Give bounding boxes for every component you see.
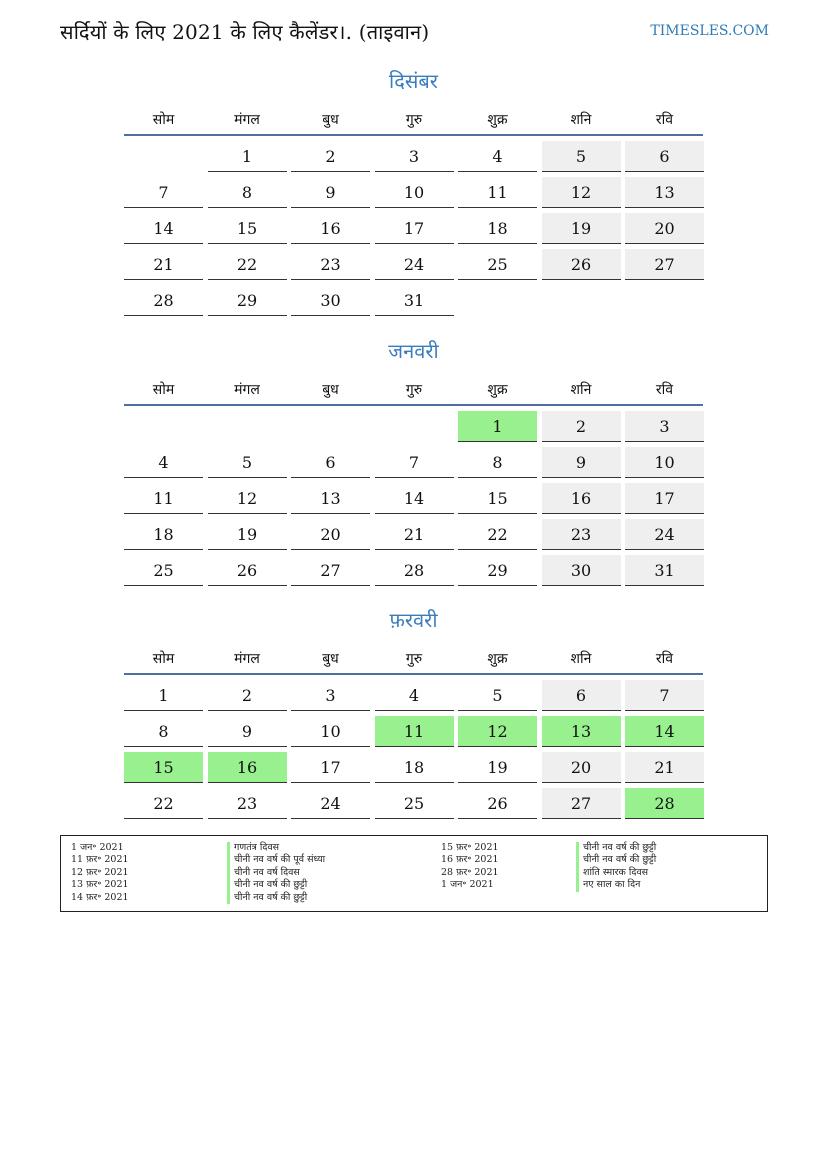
day-cell: 15 xyxy=(208,213,287,244)
month-january xyxy=(124,336,703,586)
weekday-label: रवि xyxy=(655,382,674,398)
day-cell: 7 xyxy=(375,447,454,478)
legend-dates-right xyxy=(441,842,499,892)
day-cell: 1 xyxy=(458,411,537,442)
month-december xyxy=(124,66,703,316)
day-cell: 16 xyxy=(542,483,621,514)
weekday-label: शनि xyxy=(570,382,592,398)
legend-holiday-name: चीनी नव वर्ष की छुट्टी xyxy=(227,879,325,891)
weekday-label: शनि xyxy=(570,112,592,128)
legend-holiday-name: चीनी नव वर्ष की पूर्व संध्या xyxy=(227,854,325,866)
day-cell: 18 xyxy=(375,752,454,783)
day-cell: 8 xyxy=(458,447,537,478)
header-rule xyxy=(124,673,703,675)
weekday-label: सोम xyxy=(152,382,175,398)
day-cell: 26 xyxy=(458,788,537,819)
day-cell: 11 xyxy=(375,716,454,747)
day-cell: 9 xyxy=(542,447,621,478)
legend-date: 11 फ़र॰ 2021 xyxy=(71,854,129,866)
weekday-header xyxy=(124,106,703,134)
legend-names-right xyxy=(576,842,656,892)
day-cell: 15 xyxy=(458,483,537,514)
legend-date: 14 फ़र॰ 2021 xyxy=(71,891,129,903)
weekday-label: मंगल xyxy=(234,112,260,128)
day-cell: 26 xyxy=(208,555,287,586)
day-cell: 5 xyxy=(208,447,287,478)
header-rule xyxy=(124,134,703,136)
day-cell: 17 xyxy=(375,213,454,244)
day-cell: 4 xyxy=(458,141,537,172)
legend-dates-left xyxy=(71,842,129,904)
day-cell: 12 xyxy=(208,483,287,514)
holiday-legend xyxy=(60,835,768,912)
day-cell: 12 xyxy=(542,177,621,208)
day-cell: 5 xyxy=(542,141,621,172)
day-grid xyxy=(124,680,703,819)
day-cell: 3 xyxy=(291,680,370,711)
day-cell: 8 xyxy=(124,716,203,747)
legend-date: 15 फ़र॰ 2021 xyxy=(441,842,499,853)
day-cell: 30 xyxy=(542,555,621,586)
day-cell: 24 xyxy=(291,788,370,819)
weekday-header xyxy=(124,376,703,404)
day-cell: 13 xyxy=(625,177,704,208)
day-cell: 5 xyxy=(458,680,537,711)
day-cell: 16 xyxy=(291,213,370,244)
day-cell: 10 xyxy=(291,716,370,747)
day-cell: 14 xyxy=(625,716,704,747)
empty-cell xyxy=(291,411,370,441)
day-cell: 26 xyxy=(542,249,621,280)
day-cell: 21 xyxy=(124,249,203,280)
day-cell: 14 xyxy=(124,213,203,244)
day-grid xyxy=(124,411,703,586)
legend-date: 28 फ़र॰ 2021 xyxy=(441,866,499,878)
legend-names-left xyxy=(227,842,325,904)
legend-holiday-name: शांति स्मारक दिवस xyxy=(576,867,656,879)
day-cell: 3 xyxy=(625,411,704,442)
day-cell: 8 xyxy=(208,177,287,208)
empty-cell xyxy=(124,141,203,171)
day-cell: 20 xyxy=(291,519,370,550)
day-cell: 10 xyxy=(625,447,704,478)
legend-date: 1 जन॰ 2021 xyxy=(441,879,494,891)
day-cell: 11 xyxy=(458,177,537,208)
weekday-label: गुरु xyxy=(405,112,423,128)
weekday-label: शनि xyxy=(570,651,592,667)
legend-date: 16 फ़र॰ 2021 xyxy=(441,854,499,866)
day-cell: 15 xyxy=(124,752,203,783)
day-cell: 20 xyxy=(542,752,621,783)
day-cell: 31 xyxy=(375,285,454,316)
weekday-label: शुक्र xyxy=(487,382,508,398)
day-cell: 1 xyxy=(124,680,203,711)
day-cell: 9 xyxy=(291,177,370,208)
empty-cell xyxy=(375,411,454,441)
day-cell: 7 xyxy=(625,680,704,711)
day-cell: 22 xyxy=(124,788,203,819)
day-cell: 30 xyxy=(291,285,370,316)
day-cell: 28 xyxy=(124,285,203,316)
legend-holiday-name: गणतंत्र दिवस xyxy=(227,842,325,854)
weekday-label: सोम xyxy=(152,112,175,128)
day-cell: 18 xyxy=(124,519,203,550)
legend-holiday-name: नए साल का दिन xyxy=(576,879,656,891)
weekday-label: रवि xyxy=(655,112,674,128)
day-cell: 16 xyxy=(208,752,287,783)
page-title: सर्दियों के लिए 2021 के लिए कैलेंडर।. (ताइवान) xyxy=(60,20,430,44)
day-cell: 25 xyxy=(124,555,203,586)
day-cell: 11 xyxy=(124,483,203,514)
day-cell: 2 xyxy=(208,680,287,711)
weekday-label: गुरु xyxy=(405,651,423,667)
day-cell: 28 xyxy=(625,788,704,819)
month-name: दिसंबर xyxy=(389,69,438,93)
weekday-label: बुध xyxy=(322,112,339,128)
day-cell: 13 xyxy=(542,716,621,747)
day-cell: 28 xyxy=(375,555,454,586)
weekday-label: शुक्र xyxy=(487,651,508,667)
day-cell: 27 xyxy=(625,249,704,280)
day-cell: 23 xyxy=(542,519,621,550)
weekday-label: बुध xyxy=(322,651,339,667)
day-cell: 24 xyxy=(625,519,704,550)
day-cell: 23 xyxy=(208,788,287,819)
day-cell: 14 xyxy=(375,483,454,514)
legend-holiday-name: चीनी नव वर्ष दिवस xyxy=(227,867,325,879)
day-cell: 6 xyxy=(625,141,704,172)
site-link[interactable]: TIMESLES.COM xyxy=(650,23,769,39)
day-cell: 31 xyxy=(625,555,704,586)
day-cell: 9 xyxy=(208,716,287,747)
day-cell: 1 xyxy=(208,141,287,172)
weekday-label: रवि xyxy=(655,651,674,667)
day-cell: 20 xyxy=(625,213,704,244)
legend-holiday-name: चीनी नव वर्ष की छुट्टी xyxy=(576,842,656,854)
day-cell: 10 xyxy=(375,177,454,208)
day-cell: 27 xyxy=(291,555,370,586)
day-cell: 29 xyxy=(458,555,537,586)
day-cell: 3 xyxy=(375,141,454,172)
weekday-label: शुक्र xyxy=(487,112,508,128)
legend-holiday-name: चीनी नव वर्ष की छुट्टी xyxy=(227,892,325,904)
day-cell: 21 xyxy=(375,519,454,550)
day-cell: 12 xyxy=(458,716,537,747)
day-cell: 22 xyxy=(458,519,537,550)
weekday-label: सोम xyxy=(152,651,175,667)
month-february xyxy=(124,605,703,819)
legend-date: 12 फ़र॰ 2021 xyxy=(71,866,129,878)
day-cell: 6 xyxy=(291,447,370,478)
day-cell: 6 xyxy=(542,680,621,711)
day-cell: 17 xyxy=(625,483,704,514)
weekday-label: मंगल xyxy=(234,651,260,667)
day-cell: 22 xyxy=(208,249,287,280)
weekday-label: मंगल xyxy=(234,382,260,398)
day-cell: 13 xyxy=(291,483,370,514)
day-cell: 21 xyxy=(625,752,704,783)
month-name: फ़रवरी xyxy=(389,608,438,632)
day-cell: 25 xyxy=(458,249,537,280)
day-cell: 27 xyxy=(542,788,621,819)
weekday-label: गुरु xyxy=(405,382,423,398)
legend-date: 1 जन॰ 2021 xyxy=(71,842,124,853)
legend-date: 13 फ़र॰ 2021 xyxy=(71,879,129,891)
day-cell: 7 xyxy=(124,177,203,208)
day-cell: 4 xyxy=(375,680,454,711)
empty-cell xyxy=(208,411,287,441)
day-cell: 4 xyxy=(124,447,203,478)
day-cell: 23 xyxy=(291,249,370,280)
weekday-label: बुध xyxy=(322,382,339,398)
day-cell: 19 xyxy=(208,519,287,550)
day-cell: 25 xyxy=(375,788,454,819)
month-name: जनवरी xyxy=(388,339,439,363)
day-cell: 17 xyxy=(291,752,370,783)
day-cell: 24 xyxy=(375,249,454,280)
day-cell: 19 xyxy=(542,213,621,244)
day-cell: 18 xyxy=(458,213,537,244)
day-cell: 2 xyxy=(291,141,370,172)
day-cell: 19 xyxy=(458,752,537,783)
day-cell: 29 xyxy=(208,285,287,316)
weekday-header xyxy=(124,645,703,673)
header-rule xyxy=(124,404,703,406)
empty-cell xyxy=(124,411,203,441)
legend-holiday-name: चीनी नव वर्ष की छुट्टी xyxy=(576,854,656,866)
day-cell: 2 xyxy=(542,411,621,442)
day-grid xyxy=(124,141,703,316)
